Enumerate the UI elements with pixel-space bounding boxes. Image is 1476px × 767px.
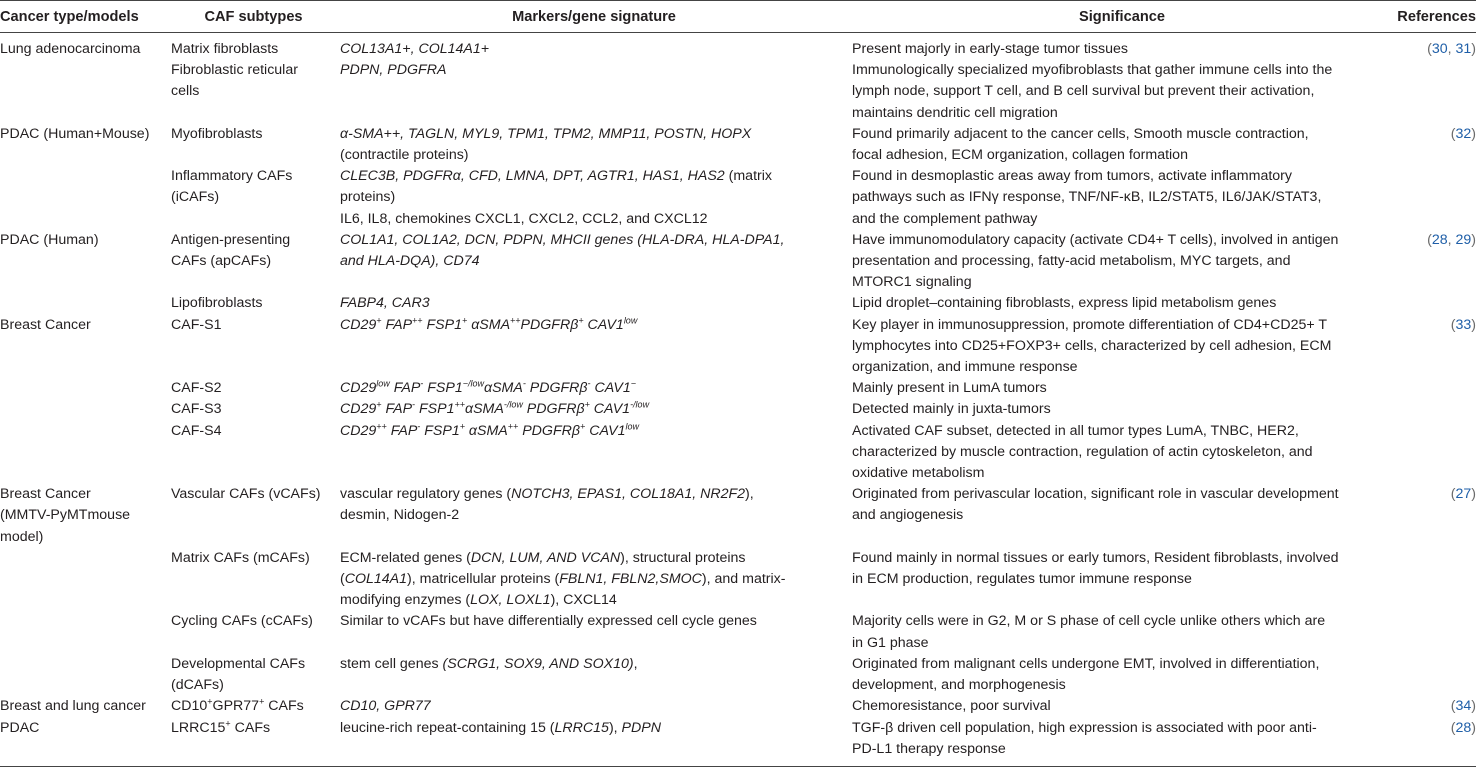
header-markers: Markers/gene signature	[338, 1, 850, 33]
paren: )	[1471, 41, 1476, 57]
cell-text: Cycling CAFs (cCAFs)	[171, 613, 313, 630]
reference-link[interactable]: 34	[1455, 698, 1472, 715]
table-row	[0, 399, 1476, 420]
marker-formula: CD29+ FAP- FSP1++αSMA$^{-/low}$ PDGFRβ+ $CAV1^{-/low}$	[340, 399, 650, 418]
cell-text: Have immunomodulatory capacity (activate CD4+ T cells), involved in antigen	[852, 231, 1339, 248]
cell-text: (iCAFs)	[171, 189, 220, 206]
cell-text: in ECM production, regulates tumor immune response	[852, 571, 1192, 588]
cell-text: α-SMA++, TAGLN, MYL9, TPM1, TPM2, MMP11, POSTN, HOPX	[340, 125, 752, 142]
cell-text: COL13A1+, COL14A1+	[340, 41, 490, 57]
paren: )	[1471, 125, 1476, 142]
table-row	[0, 124, 1476, 166]
cell-text: Found in desmoplastic areas away from tumors, activate inflammatory	[852, 168, 1292, 185]
significance-cell	[850, 230, 1394, 294]
paren: (	[1450, 316, 1456, 333]
cell-text: Immunologically specialized myofibroblasts that gather immune cells into the	[852, 62, 1333, 79]
reference-cell	[1394, 421, 1476, 485]
cell-text: lymph node, support T cell, and B cell survival but prevent their activation,	[852, 83, 1315, 100]
cell-text: and angiogenesis	[852, 507, 964, 524]
paren: )	[1471, 231, 1476, 248]
cell-text: IL6, IL8, chemokines CXCL1, CXCL2, CCL2, and CXCL12	[340, 210, 708, 227]
cell-text: organization, and immune response	[852, 359, 1078, 376]
cell-text: PDPN, PDGFRA	[340, 62, 447, 79]
cell-text: Breast and lung cancer	[0, 698, 146, 715]
caf-subtype-cell	[169, 293, 338, 314]
cancer-type-cell	[0, 611, 169, 653]
cancer-type-cell	[0, 315, 169, 379]
separator: ,	[1447, 41, 1456, 57]
cell-text: Similar to vCAFs but have differentially expressed cell cycle genes	[340, 613, 757, 630]
cell-text: in G1 phase	[852, 634, 929, 651]
cell-text: Matrix CAFs (mCAFs)	[171, 549, 310, 566]
cell-text: maintains dendritic cell migration	[852, 104, 1058, 121]
cell-text: CD10, GPR77	[340, 698, 431, 715]
cancer-type-cell	[0, 293, 169, 314]
markers-cell	[338, 33, 850, 124]
paren: (	[1450, 125, 1456, 142]
cell-text: Myofibroblasts	[171, 125, 263, 142]
table-row	[0, 33, 1476, 124]
reference-link[interactable]: 30	[1431, 41, 1448, 57]
header-caf-subtypes: CAF subtypes	[169, 1, 338, 33]
reference-link[interactable]: 28	[1431, 231, 1448, 248]
table-row	[0, 611, 1476, 653]
cancer-type-cell	[0, 718, 169, 767]
cell-text: pathways such as IFNγ response, TNF/NF-κB, IL2/STAT5, IL6/JAK/STAT3,	[852, 189, 1322, 206]
markers-cell	[338, 230, 850, 294]
table-row	[0, 548, 1476, 612]
markers-cell: vascular regulatory genes (NOTCH3, EPAS1, COL18A1, NR2F2), desmin, Nidogen-2	[338, 484, 850, 548]
markers-cell	[338, 315, 850, 379]
reference-cell	[1394, 293, 1476, 314]
cancer-type-cell	[0, 484, 169, 548]
significance-cell	[850, 124, 1394, 166]
paren: (	[1427, 231, 1432, 248]
table-row	[0, 230, 1476, 294]
separator: ,	[1447, 231, 1456, 248]
markers-cell	[338, 399, 850, 420]
significance-cell	[850, 611, 1394, 653]
cell-text: PDAC (Human+Mouse)	[0, 125, 150, 142]
caf-subtype-cell: CD10+GPR77+ CAFs	[171, 696, 304, 715]
reference-cell	[1394, 548, 1476, 612]
significance-cell	[850, 315, 1394, 379]
cell-text: model)	[0, 528, 44, 545]
header-significance: Significance	[850, 1, 1394, 33]
cell-text: CAF-S3	[171, 401, 222, 418]
significance-cell	[850, 399, 1394, 420]
caf-subtype-cell	[169, 611, 338, 653]
cell-text: and HLA-DQA), CD74	[340, 253, 480, 270]
markers-cell: leucine-rich repeat-containing 15 (LRRC15), PDPN	[338, 718, 850, 767]
markers-cell	[338, 696, 850, 717]
markers-cell	[338, 378, 850, 399]
header-cancer-type: Cancer type/models	[0, 1, 169, 33]
reference-cell	[1394, 378, 1476, 399]
cell-text: CAF-S1	[171, 316, 222, 333]
significance-cell	[850, 484, 1394, 548]
caf-subtype-cell: LRRC15+ CAFs	[169, 718, 338, 767]
table-row	[0, 378, 1476, 399]
reference-cell	[1394, 124, 1476, 166]
table-row	[0, 293, 1476, 314]
markers-cell	[338, 293, 850, 314]
cell-text: Detected mainly in juxta-tumors	[852, 401, 1051, 418]
cell-text: Breast Cancer	[0, 486, 91, 503]
cell-text: Developmental CAFs	[171, 655, 306, 672]
cell-text: MTORC1 signaling	[852, 274, 972, 291]
cell-text: Lung adenocarcinoma	[0, 41, 141, 57]
markers-cell	[338, 611, 850, 653]
significance-cell	[850, 421, 1394, 485]
cell-text: Key player in immunosuppression, promote differentiation of CD4+CD25+ T	[852, 316, 1328, 333]
reference-link[interactable]: 28	[1455, 719, 1472, 736]
cell-text: FABP4, CAR3	[340, 295, 430, 312]
table-row	[0, 484, 1476, 548]
significance-cell	[850, 378, 1394, 399]
table-row	[0, 718, 1476, 767]
significance-cell	[850, 293, 1394, 314]
reference-link[interactable]: 32	[1455, 125, 1472, 142]
cell-text: proteins)	[340, 189, 396, 206]
reference-cell	[1394, 33, 1476, 124]
cell-text: characterized by muscle contraction, regulation of actin cytoskeleton, and	[852, 443, 1313, 460]
cell-text: Chemoresistance, poor survival	[852, 698, 1051, 715]
cancer-type-cell	[0, 696, 169, 717]
cell-text: lymphocytes into CD25+FOXP3+ cells, characterized by cell adhesion, ECM	[852, 337, 1332, 354]
cell-text: CAFs (apCAFs)	[171, 253, 272, 270]
cell-text: CLEC3B, PDGFRα, CFD, LMNA, DPT, AGTR1, HAS1, HAS2	[340, 168, 725, 185]
cell-text: Found primarily adjacent to the cancer cells, Smooth muscle contraction,	[852, 125, 1309, 142]
cell-text: Antigen-presenting	[171, 231, 291, 248]
cell-text: Originated from malignant cells undergone EMT, involved in differentiation,	[852, 655, 1320, 672]
markers-cell: ECM-related genes (DCN, LUM, AND VCAN), structural proteins (COL14A1), matricellular proteins (FBLN1, FBLN2,SMOC), and matrix- modifying enzymes (LOX, LOXL1), CXCL14	[340, 549, 786, 609]
cell-text: CAF-S4	[171, 422, 222, 439]
reference-link[interactable]: 33	[1455, 316, 1472, 333]
table-row	[0, 654, 1476, 696]
paren: )	[1471, 316, 1476, 333]
header-row	[0, 1, 1476, 33]
cell-text: (matrix	[724, 168, 772, 185]
paren: (	[1450, 719, 1456, 736]
reference-link[interactable]: 29	[1455, 231, 1472, 248]
markers-cell: stem cell genes (SCRG1, SOX9, AND SOX10),	[340, 655, 638, 672]
markers-cell	[338, 421, 850, 485]
caf-subtype-cell	[169, 654, 338, 696]
caf-subtype-cell	[169, 548, 338, 612]
caf-subtype-cell	[169, 421, 338, 485]
cell-text: presentation and processing, fatty-acid metabolism, MYC targets, and	[852, 253, 1291, 270]
cell-text: Matrix fibroblasts	[171, 41, 279, 57]
caf-subtype-cell	[169, 124, 338, 166]
paren: (	[1427, 41, 1432, 57]
paren: (	[1450, 698, 1456, 715]
cancer-type-cell	[0, 166, 169, 230]
cell-text: Activated CAF subset, detected in all tumor types LumA, TNBC, HER2,	[852, 422, 1299, 439]
cell-text: PDAC	[0, 719, 40, 736]
paren: )	[1471, 719, 1476, 736]
marker-formula: $CD29^{low}$ FAP- $FSP1^{-/low}\alpha SMA^-$ PDGFRβ- CAV1−	[340, 378, 637, 397]
table-row	[0, 696, 1476, 717]
cell-text: Lipofibroblasts	[171, 295, 263, 312]
cancer-type-cell	[0, 124, 169, 166]
caf-subtype-cell	[169, 166, 338, 230]
cell-text: cells	[171, 83, 200, 100]
cell-text: (MMTV-PyMTmouse	[0, 507, 131, 524]
caf-subtype-cell	[169, 33, 338, 124]
table-row	[0, 421, 1476, 485]
cell-text: desmin, Nidogen-2	[340, 507, 460, 524]
marker-formula: CD29++ FAP- FSP1+ αSMA++ PDGFRβ+ $CAV1^{low}$	[340, 420, 640, 439]
markers-cell	[338, 166, 850, 230]
reference-cell	[1394, 696, 1476, 717]
cell-text: Present majorly in early-stage tumor tissues	[852, 41, 1128, 57]
significance-cell	[850, 548, 1394, 612]
significance-cell	[850, 33, 1394, 124]
significance-cell	[850, 654, 1394, 696]
cell-text: Breast Cancer	[0, 316, 91, 333]
cancer-type-cell	[0, 399, 169, 420]
cell-text: TGF-β driven cell population, high expression is associated with poor anti-	[852, 719, 1317, 736]
reference-cell	[1394, 399, 1476, 420]
reference-cell	[1394, 718, 1476, 767]
cell-text: Mainly present in LumA tumors	[852, 380, 1047, 397]
reference-cell	[1394, 230, 1476, 294]
caf-subtype-cell	[169, 230, 338, 294]
cancer-type-cell	[0, 654, 169, 696]
reference-link[interactable]: 27	[1455, 486, 1472, 503]
cell-text: development, and morphogenesis	[852, 677, 1066, 694]
cell-text: Inflammatory CAFs	[171, 168, 293, 185]
cell-text: Majority cells were in G2, M or S phase of cell cycle unlike others which are	[852, 613, 1326, 630]
reference-cell	[1394, 484, 1476, 548]
cancer-type-cell	[0, 548, 169, 612]
cancer-type-cell	[0, 378, 169, 399]
significance-cell	[850, 718, 1394, 767]
reference-cell	[1394, 611, 1476, 653]
paren: )	[1471, 698, 1476, 715]
caf-subtype-cell	[169, 484, 338, 548]
cell-text: Lipid droplet–containing fibroblasts, express lipid metabolism genes	[852, 295, 1277, 312]
cell-text: and the complement pathway	[852, 210, 1038, 227]
cell-text: Found mainly in normal tissues or early tumors, Resident fibroblasts, involved	[852, 549, 1339, 566]
caf-subtype-cell	[169, 315, 338, 379]
caf-subtype-cell	[169, 378, 338, 399]
reference-link[interactable]: 31	[1455, 41, 1472, 57]
cell-text: PDAC (Human)	[0, 231, 99, 248]
table-row	[0, 166, 1476, 230]
markers-cell	[338, 124, 850, 166]
cell-text: PD-L1 therapy response	[852, 740, 1006, 757]
cell-text: Fibroblastic reticular	[171, 62, 298, 79]
table-row	[0, 315, 1476, 379]
paren: (	[1450, 486, 1456, 503]
paren: )	[1471, 486, 1476, 503]
reference-cell	[1394, 315, 1476, 379]
cell-text: focal adhesion, ECM organization, collagen formation	[852, 147, 1188, 164]
cell-text: CAF-S2	[171, 380, 222, 397]
significance-cell	[850, 696, 1394, 717]
cell-text: Vascular CAFs (vCAFs)	[171, 486, 321, 503]
cell-text: COL1A1, COL1A2, DCN, PDPN, MHCII genes (HLA-DRA, HLA-DPA1,	[340, 231, 785, 248]
reference-cell	[1394, 166, 1476, 230]
caf-subtype-cell	[169, 399, 338, 420]
cell-text: (contractile proteins)	[340, 147, 469, 164]
cancer-type-cell	[0, 33, 169, 124]
header-references: References	[1394, 1, 1476, 33]
cell-text: (dCAFs)	[171, 677, 224, 694]
cell-text: Originated from perivascular location, significant role in vascular development	[852, 486, 1339, 503]
marker-formula: CD29+ FAP++ FSP1+ αSMA++PDGFRβ+ $CAV1^{low}$	[340, 314, 638, 333]
cell-text: oxidative metabolism	[852, 465, 985, 482]
reference-cell	[1394, 654, 1476, 696]
cancer-type-cell	[0, 230, 169, 294]
significance-cell	[850, 166, 1394, 230]
cancer-type-cell	[0, 421, 169, 485]
